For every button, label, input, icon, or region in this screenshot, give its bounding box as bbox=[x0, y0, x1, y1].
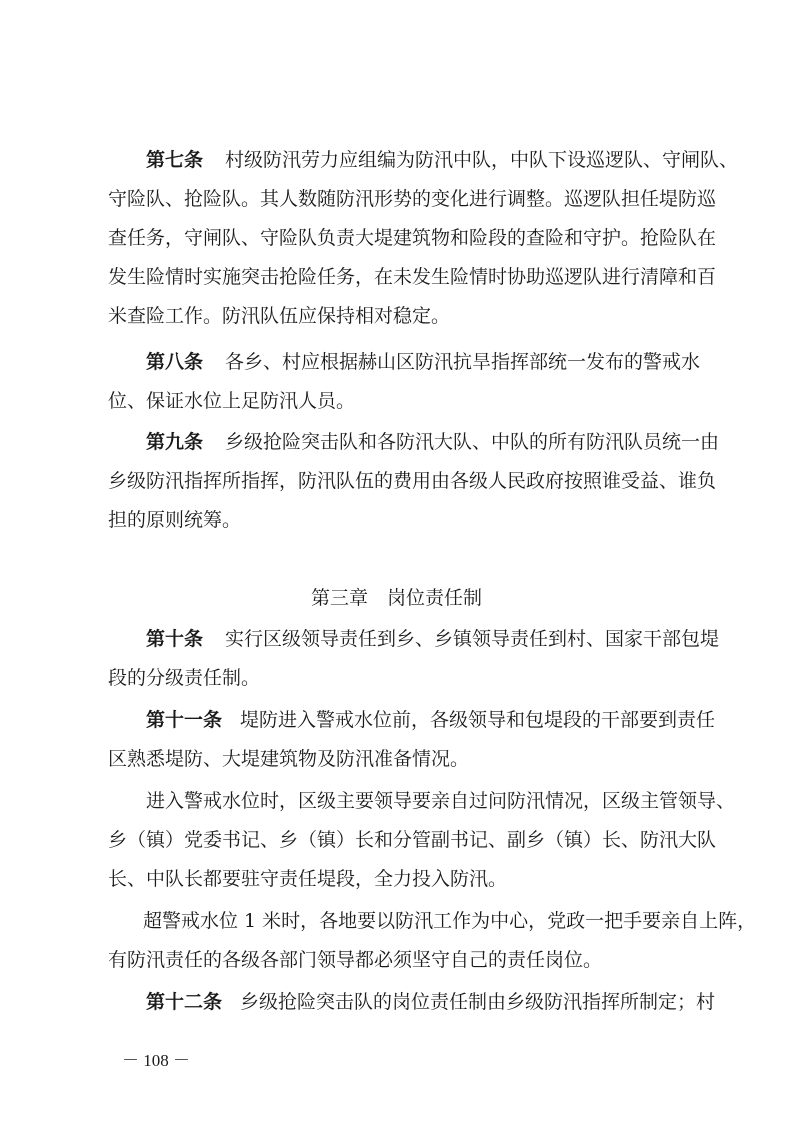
article-9-label: 第九条 bbox=[146, 431, 204, 453]
chapter-number: 第三章 bbox=[310, 587, 368, 609]
article-10-line-2: 段的分级责任制。 bbox=[108, 667, 261, 689]
article-9-line-1 bbox=[146, 430, 720, 454]
article-8-line-1 bbox=[146, 350, 701, 374]
chapter-heading bbox=[0, 586, 793, 610]
article-7-label: 第七条 bbox=[146, 149, 204, 171]
article-10-line-1 bbox=[146, 627, 720, 651]
paragraph-2-line-2: 有防汛责任的各级各部门领导都必须坚守自己的责任岗位。 bbox=[108, 949, 603, 971]
article-7-line-5: 米查险工作。防汛队伍应保持相对稳定。 bbox=[108, 305, 451, 327]
article-12-text: 乡级抢险突击队的岗位责任制由乡级防汛指挥所制定；村 bbox=[240, 991, 716, 1013]
article-7-line-4: 发生险情时实施突击抢险任务，在未发生险情时协助巡逻队进行清障和百 bbox=[108, 266, 717, 288]
article-9-line-3: 担的原则统筹。 bbox=[108, 509, 242, 531]
article-12-line-1 bbox=[146, 990, 716, 1014]
article-7-text: 村级防汛劳力应组编为防汛中队，中队下设巡逻队、守闸队、 bbox=[225, 149, 739, 171]
article-11-line-1 bbox=[146, 708, 716, 732]
article-8-line-2: 位、保证水位上足防汛人员。 bbox=[108, 390, 356, 412]
article-10-label: 第十条 bbox=[146, 628, 204, 650]
article-11-text: 堤防进入警戒水位前，各级领导和包堤段的干部要到责任 bbox=[240, 709, 716, 731]
article-8-label: 第八条 bbox=[146, 351, 204, 373]
page-number: － 108 － bbox=[122, 1051, 190, 1070]
chapter-title: 岗位责任制 bbox=[387, 587, 483, 609]
article-9-text: 乡级抢险突击队和各防汛大队、中队的所有防汛队员统一由 bbox=[225, 431, 720, 453]
article-7-line-3: 查任务，守闸队、守险队负责大堤建筑物和险段的查险和守护。抢险队在 bbox=[108, 227, 717, 249]
article-12-label: 第十二条 bbox=[146, 991, 223, 1013]
paragraph-1-line-1: 进入警戒水位时，区级主要领导要亲自过问防汛情况，区级主管领导、 bbox=[146, 790, 736, 812]
paragraph-1-line-2: 乡（镇）党委书记、乡（镇）长和分管副书记、副乡（镇）长、防汛大队 bbox=[108, 829, 717, 851]
article-10-text: 实行区级领导责任到乡、乡镇领导责任到村、国家干部包堤 bbox=[225, 628, 720, 650]
article-7-line-2: 守险队、抢险队。其人数随防汛形势的变化进行调整。巡逻队担任堤防巡 bbox=[108, 188, 717, 210]
article-8-text: 各乡、村应根据赫山区防汛抗旱指挥部统一发布的警戒水 bbox=[225, 351, 701, 373]
paragraph-2-line-1: 超警戒水位 1 米时，各地要以防汛工作为中心，党政一把手要亲自上阵， bbox=[143, 910, 757, 932]
article-11-label: 第十一条 bbox=[146, 709, 223, 731]
paragraph-1-line-3: 长、中队长都要驻守责任堤段，全力投入防汛。 bbox=[108, 868, 508, 890]
article-7-line-1 bbox=[146, 148, 739, 172]
article-11-line-2: 区熟悉堤防、大堤建筑物及防汛准备情况。 bbox=[108, 748, 470, 770]
article-9-line-2: 乡级防汛指挥所指挥，防汛队伍的费用由各级人民政府按照谁受益、谁负 bbox=[108, 470, 717, 492]
